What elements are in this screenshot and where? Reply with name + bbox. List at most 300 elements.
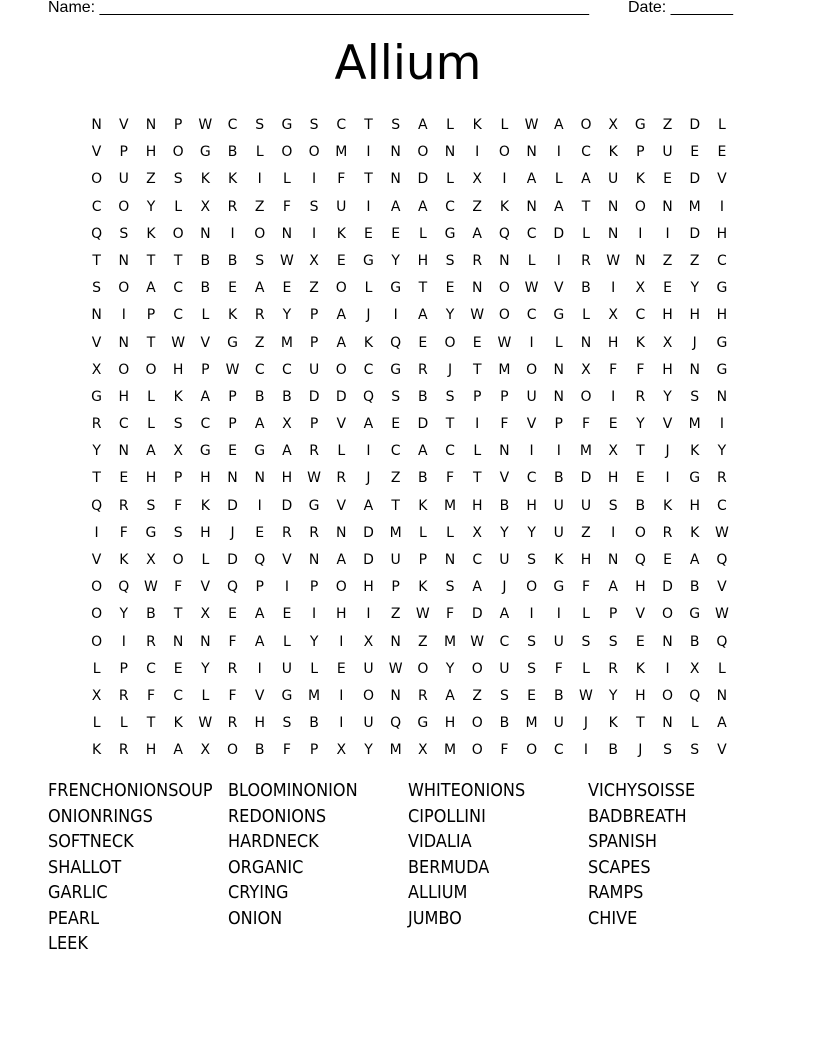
grid-cell[interactable]: I <box>366 443 371 460</box>
grid-cell[interactable]: Y <box>500 524 509 541</box>
grid-cell[interactable]: T <box>445 416 455 433</box>
grid-cell[interactable]: L <box>364 280 373 297</box>
grid-cell[interactable]: N <box>580 334 592 351</box>
grid-cell[interactable]: V <box>662 416 673 433</box>
grid-cell[interactable]: N <box>145 117 157 133</box>
grid-cell[interactable]: T <box>364 117 373 133</box>
grid-cell[interactable]: H <box>662 307 673 324</box>
grid-cell[interactable]: A <box>418 117 428 133</box>
grid-cell[interactable]: D <box>281 497 293 514</box>
grid-cell[interactable]: E <box>663 280 672 297</box>
grid-cell[interactable]: S <box>309 117 319 133</box>
grid-cell[interactable]: I <box>502 171 507 188</box>
grid-cell[interactable]: I <box>94 524 99 541</box>
grid-cell[interactable]: A <box>254 633 265 650</box>
grid-cell[interactable]: Q <box>91 225 103 242</box>
grid-cell[interactable]: J <box>502 579 507 596</box>
grid-cell[interactable]: X <box>418 742 428 759</box>
grid-cell[interactable]: N <box>499 252 510 269</box>
grid-cell[interactable]: S <box>445 579 455 596</box>
grid-cell[interactable]: I <box>230 225 235 242</box>
grid-cell[interactable]: I <box>339 715 344 732</box>
name-field[interactable]: Name: _______________________________________________________ <box>48 0 589 16</box>
grid-cell[interactable]: G <box>553 307 565 324</box>
grid-cell[interactable]: O <box>634 524 646 541</box>
grid-cell[interactable]: Z <box>254 334 265 351</box>
grid-cell[interactable]: S <box>146 497 156 514</box>
date-field[interactable]: Date: _______ <box>628 0 733 16</box>
grid-cell[interactable]: C <box>227 117 238 133</box>
grid-cell[interactable]: I <box>284 579 289 596</box>
grid-cell[interactable]: O <box>526 579 538 596</box>
grid-cell[interactable]: N <box>607 225 619 242</box>
grid-cell[interactable]: U <box>499 660 510 677</box>
grid-cell[interactable]: S <box>173 524 183 541</box>
grid-cell[interactable]: P <box>119 660 128 677</box>
grid-cell[interactable]: K <box>608 715 618 732</box>
grid-cell[interactable]: I <box>529 334 534 351</box>
grid-cell[interactable]: H <box>716 225 728 242</box>
grid-cell[interactable]: G <box>634 117 646 133</box>
grid-cell[interactable]: S <box>527 633 537 650</box>
grid-cell[interactable]: I <box>257 171 262 188</box>
grid-cell[interactable]: L <box>446 524 454 541</box>
grid-cell[interactable]: O <box>118 361 130 378</box>
grid-cell[interactable]: T <box>173 252 183 269</box>
grid-cell[interactable]: R <box>227 660 238 677</box>
grid-cell[interactable]: C <box>173 280 184 297</box>
grid-cell[interactable]: O <box>498 144 510 161</box>
grid-cell[interactable]: R <box>118 497 129 514</box>
grid-cell[interactable]: L <box>147 388 155 405</box>
grid-cell[interactable]: S <box>690 388 700 405</box>
grid-cell[interactable]: Z <box>309 280 319 297</box>
grid-cell[interactable]: Q <box>716 552 728 568</box>
grid-cell[interactable]: I <box>529 443 534 460</box>
grid-cell[interactable]: T <box>146 715 156 732</box>
grid-cell[interactable]: S <box>690 742 700 759</box>
grid-cell[interactable]: O <box>172 144 184 161</box>
grid-cell[interactable]: M <box>688 198 701 215</box>
grid-cell[interactable]: H <box>145 470 157 487</box>
grid-cell[interactable]: P <box>201 361 210 378</box>
grid-cell[interactable]: E <box>608 416 618 433</box>
grid-cell[interactable]: Y <box>201 660 210 677</box>
grid-cell[interactable]: O <box>91 171 103 188</box>
grid-cell[interactable]: S <box>527 552 537 568</box>
grid-cell[interactable]: N <box>200 633 211 650</box>
grid-cell[interactable]: I <box>583 742 589 759</box>
grid-cell[interactable]: B <box>689 633 700 650</box>
grid-cell[interactable]: N <box>390 171 401 188</box>
grid-cell[interactable]: E <box>336 252 346 269</box>
grid-cell[interactable]: Z <box>689 252 700 269</box>
grid-cell[interactable]: A <box>472 225 482 242</box>
grid-cell[interactable]: R <box>227 715 238 732</box>
grid-cell[interactable]: S <box>173 171 183 188</box>
grid-cell[interactable]: K <box>418 497 428 514</box>
grid-cell[interactable]: U <box>118 171 129 188</box>
grid-cell[interactable]: P <box>309 579 319 596</box>
grid-cell[interactable]: H <box>145 742 157 759</box>
grid-cell[interactable]: S <box>391 388 401 405</box>
grid-cell[interactable]: A <box>146 443 156 460</box>
grid-cell[interactable]: O <box>580 388 592 405</box>
grid-cell[interactable]: R <box>472 252 483 269</box>
grid-cell[interactable]: R <box>417 687 428 704</box>
grid-cell[interactable]: W <box>171 334 186 351</box>
grid-cell[interactable]: O <box>281 144 293 161</box>
grid-cell[interactable]: O <box>526 742 538 759</box>
grid-cell[interactable]: I <box>719 198 724 215</box>
grid-cell[interactable]: Z <box>390 470 401 487</box>
grid-cell[interactable]: V <box>282 552 292 568</box>
grid-cell[interactable]: L <box>500 117 509 133</box>
grid-cell[interactable]: U <box>363 660 374 677</box>
grid-cell[interactable]: H <box>662 361 673 378</box>
grid-cell[interactable]: L <box>690 715 699 732</box>
grid-cell[interactable]: I <box>339 633 344 650</box>
grid-cell[interactable]: N <box>91 307 102 324</box>
grid-cell[interactable]: Q <box>716 633 728 650</box>
grid-cell[interactable]: A <box>499 606 510 623</box>
grid-cell[interactable]: V <box>91 144 102 161</box>
grid-cell[interactable]: F <box>174 579 183 596</box>
grid-cell[interactable]: Y <box>146 198 156 215</box>
grid-cell[interactable]: N <box>118 334 130 351</box>
grid-cell[interactable]: A <box>282 443 292 460</box>
grid-cell[interactable]: S <box>92 280 102 297</box>
grid-cell[interactable]: K <box>173 388 183 405</box>
grid-cell[interactable]: N <box>172 633 184 650</box>
grid-cell[interactable]: L <box>283 633 291 650</box>
grid-cell[interactable]: X <box>472 524 483 541</box>
grid-cell[interactable]: Y <box>119 606 129 623</box>
grid-cell[interactable]: I <box>475 144 480 161</box>
grid-cell[interactable]: I <box>665 660 670 677</box>
grid-cell[interactable]: K <box>119 552 129 568</box>
grid-cell[interactable]: L <box>527 252 536 269</box>
grid-cell[interactable]: N <box>281 225 293 242</box>
grid-cell[interactable]: X <box>472 171 483 188</box>
grid-cell[interactable]: P <box>472 388 482 405</box>
grid-cell[interactable]: U <box>336 198 347 215</box>
grid-cell[interactable]: R <box>309 443 319 460</box>
grid-cell[interactable]: K <box>635 171 645 188</box>
grid-cell[interactable]: L <box>92 715 101 732</box>
grid-cell[interactable]: B <box>254 388 265 405</box>
grid-cell[interactable]: Q <box>390 715 402 732</box>
grid-cell[interactable]: O <box>444 334 456 351</box>
grid-cell[interactable]: C <box>363 361 374 378</box>
grid-cell[interactable]: V <box>200 334 211 351</box>
grid-cell[interactable]: X <box>200 742 211 759</box>
grid-cell[interactable]: A <box>200 388 211 405</box>
grid-cell[interactable]: K <box>499 198 509 215</box>
grid-cell[interactable]: U <box>499 552 510 568</box>
grid-cell[interactable]: A <box>553 198 564 215</box>
grid-cell[interactable]: W <box>714 524 729 541</box>
grid-cell[interactable]: V <box>336 416 347 433</box>
grid-cell[interactable]: C <box>581 144 591 161</box>
grid-cell[interactable]: X <box>608 443 618 460</box>
grid-cell[interactable]: H <box>607 334 619 351</box>
grid-cell[interactable]: O <box>526 361 538 378</box>
grid-cell[interactable]: K <box>690 524 700 541</box>
grid-cell[interactable]: R <box>662 524 673 541</box>
grid-cell[interactable]: Y <box>391 252 400 269</box>
grid-cell[interactable]: I <box>121 633 126 650</box>
grid-cell[interactable]: M <box>525 715 538 732</box>
grid-cell[interactable]: G <box>417 715 429 732</box>
grid-cell[interactable]: C <box>499 633 510 650</box>
grid-cell[interactable]: A <box>146 280 156 297</box>
grid-cell[interactable]: R <box>417 361 428 378</box>
grid-cell[interactable]: T <box>146 252 156 269</box>
grid-cell[interactable]: Z <box>472 687 483 704</box>
grid-cell[interactable]: P <box>228 416 237 433</box>
grid-cell[interactable]: Z <box>390 606 401 623</box>
grid-cell[interactable]: L <box>446 171 454 188</box>
grid-cell[interactable]: F <box>146 687 155 704</box>
grid-cell[interactable]: V <box>553 280 564 297</box>
grid-cell[interactable]: M <box>688 416 701 433</box>
grid-cell[interactable]: S <box>119 225 129 242</box>
grid-cell[interactable]: I <box>611 280 616 297</box>
grid-cell[interactable]: K <box>608 144 618 161</box>
grid-cell[interactable]: L <box>554 171 563 188</box>
grid-cell[interactable]: D <box>471 606 483 623</box>
grid-cell[interactable]: L <box>718 117 726 133</box>
grid-cell[interactable]: B <box>635 497 646 514</box>
grid-cell[interactable]: X <box>173 443 183 460</box>
grid-cell[interactable]: Y <box>445 307 455 324</box>
grid-cell[interactable]: I <box>719 416 724 433</box>
grid-cell[interactable]: C <box>445 198 455 215</box>
grid-cell[interactable]: B <box>200 280 211 297</box>
grid-cell[interactable]: U <box>553 633 564 650</box>
grid-cell[interactable]: D <box>227 552 238 568</box>
grid-cell[interactable]: H <box>254 715 265 732</box>
grid-cell[interactable]: E <box>119 470 129 487</box>
grid-cell[interactable]: W <box>470 633 485 650</box>
grid-cell[interactable]: A <box>689 552 700 568</box>
grid-cell[interactable]: W <box>714 606 729 623</box>
grid-cell[interactable]: E <box>336 660 346 677</box>
grid-cell[interactable]: X <box>146 552 156 568</box>
grid-cell[interactable]: E <box>364 225 373 242</box>
grid-cell[interactable]: U <box>553 715 564 732</box>
grid-cell[interactable]: R <box>118 742 129 759</box>
grid-cell[interactable]: F <box>500 742 509 759</box>
grid-cell[interactable]: R <box>717 470 727 487</box>
grid-cell[interactable]: L <box>283 171 291 188</box>
grid-cell[interactable]: N <box>716 388 728 405</box>
grid-cell[interactable]: V <box>635 606 646 623</box>
grid-cell[interactable]: N <box>118 252 130 269</box>
grid-cell[interactable]: J <box>366 470 371 487</box>
grid-cell[interactable]: V <box>499 470 510 487</box>
grid-cell[interactable]: L <box>418 524 427 541</box>
grid-cell[interactable]: I <box>665 470 670 487</box>
grid-cell[interactable]: U <box>662 144 673 161</box>
grid-cell[interactable]: N <box>471 280 483 297</box>
grid-cell[interactable]: R <box>227 198 238 215</box>
grid-cell[interactable]: H <box>200 470 211 487</box>
grid-cell[interactable]: L <box>255 144 264 161</box>
grid-cell[interactable]: W <box>470 307 485 324</box>
grid-cell[interactable]: X <box>581 361 591 378</box>
grid-cell[interactable]: M <box>443 497 457 514</box>
grid-cell[interactable]: O <box>335 361 347 378</box>
grid-cell[interactable]: W <box>524 280 539 297</box>
grid-cell[interactable]: E <box>391 225 401 242</box>
grid-cell[interactable]: L <box>473 443 482 460</box>
grid-cell[interactable]: M <box>443 633 457 650</box>
grid-cell[interactable]: O <box>662 687 674 704</box>
grid-cell[interactable]: E <box>255 524 265 541</box>
grid-cell[interactable]: T <box>92 252 101 269</box>
grid-cell[interactable]: J <box>583 715 589 732</box>
grid-cell[interactable]: B <box>418 470 428 487</box>
grid-cell[interactable]: Z <box>472 198 483 215</box>
grid-cell[interactable]: Y <box>364 742 373 759</box>
grid-cell[interactable]: K <box>227 307 238 324</box>
grid-cell[interactable]: P <box>119 144 128 161</box>
grid-cell[interactable]: J <box>665 443 670 460</box>
grid-cell[interactable]: K <box>662 497 673 514</box>
grid-cell[interactable]: S <box>255 117 265 133</box>
grid-cell[interactable]: B <box>418 388 428 405</box>
grid-cell[interactable]: D <box>580 470 592 487</box>
grid-cell[interactable]: E <box>635 470 645 487</box>
grid-cell[interactable]: P <box>418 552 428 568</box>
grid-cell[interactable]: G <box>281 117 293 133</box>
grid-cell[interactable]: T <box>636 443 645 460</box>
grid-cell[interactable]: F <box>337 171 346 188</box>
grid-cell[interactable]: C <box>91 198 102 215</box>
grid-cell[interactable]: O <box>308 144 320 161</box>
grid-cell[interactable]: F <box>636 361 645 378</box>
grid-cell[interactable]: A <box>173 742 183 759</box>
grid-cell[interactable]: H <box>689 497 700 514</box>
grid-cell[interactable]: I <box>312 606 317 623</box>
grid-cell[interactable]: Z <box>418 633 428 650</box>
grid-cell[interactable]: E <box>717 144 727 161</box>
grid-cell[interactable]: E <box>445 280 455 297</box>
grid-cell[interactable]: L <box>201 687 210 704</box>
grid-cell[interactable]: D <box>689 225 701 242</box>
grid-cell[interactable]: G <box>227 334 238 351</box>
grid-cell[interactable]: K <box>472 117 482 133</box>
grid-cell[interactable]: K <box>227 171 238 188</box>
grid-cell[interactable]: S <box>445 388 455 405</box>
grid-cell[interactable]: Q <box>634 552 646 568</box>
grid-cell[interactable]: O <box>91 633 103 650</box>
grid-cell[interactable]: L <box>554 334 563 351</box>
grid-cell[interactable]: X <box>200 606 211 623</box>
grid-cell[interactable]: H <box>363 579 374 596</box>
grid-cell[interactable]: N <box>308 552 320 568</box>
grid-cell[interactable]: K <box>554 552 564 568</box>
grid-cell[interactable]: R <box>254 307 265 324</box>
grid-cell[interactable]: L <box>582 660 590 677</box>
grid-cell[interactable]: A <box>254 280 265 297</box>
grid-cell[interactable]: I <box>611 524 616 541</box>
grid-cell[interactable]: V <box>717 742 727 759</box>
grid-cell[interactable]: O <box>498 280 510 297</box>
grid-cell[interactable]: C <box>173 307 184 324</box>
grid-cell[interactable]: O <box>417 144 429 161</box>
grid-cell[interactable]: E <box>173 660 183 677</box>
grid-cell[interactable]: T <box>418 280 428 297</box>
grid-cell[interactable]: L <box>337 443 346 460</box>
grid-cell[interactable]: H <box>689 307 700 324</box>
grid-cell[interactable]: G <box>199 144 211 161</box>
grid-cell[interactable]: F <box>282 742 291 759</box>
grid-cell[interactable]: N <box>553 361 565 378</box>
grid-cell[interactable]: X <box>662 334 673 351</box>
grid-cell[interactable]: X <box>635 280 646 297</box>
grid-cell[interactable]: D <box>363 524 374 541</box>
grid-cell[interactable]: R <box>608 660 619 677</box>
grid-cell[interactable]: D <box>335 388 347 405</box>
grid-cell[interactable]: J <box>692 334 697 351</box>
grid-cell[interactable]: I <box>556 443 561 460</box>
grid-cell[interactable]: G <box>553 579 565 596</box>
grid-cell[interactable]: O <box>471 715 483 732</box>
grid-cell[interactable]: U <box>526 388 537 405</box>
grid-cell[interactable]: E <box>527 687 537 704</box>
grid-cell[interactable]: A <box>445 687 455 704</box>
grid-cell[interactable]: E <box>391 416 401 433</box>
grid-cell[interactable]: K <box>336 225 346 242</box>
grid-cell[interactable]: I <box>312 171 317 188</box>
grid-cell[interactable]: A <box>418 307 428 324</box>
grid-cell[interactable]: V <box>91 334 102 351</box>
grid-cell[interactable]: N <box>390 687 401 704</box>
grid-cell[interactable]: N <box>662 198 673 215</box>
grid-cell[interactable]: R <box>635 388 646 405</box>
grid-cell[interactable]: U <box>553 524 564 541</box>
grid-cell[interactable]: W <box>388 660 403 677</box>
grid-cell[interactable]: X <box>363 633 374 650</box>
grid-cell[interactable]: U <box>553 497 564 514</box>
grid-cell[interactable]: I <box>257 497 262 514</box>
grid-cell[interactable]: H <box>281 470 293 487</box>
grid-cell[interactable]: O <box>118 280 130 297</box>
grid-cell[interactable]: R <box>91 416 102 433</box>
grid-cell[interactable]: H <box>172 361 184 378</box>
grid-cell[interactable]: N <box>200 225 211 242</box>
grid-cell[interactable]: F <box>581 416 590 433</box>
grid-cell[interactable]: L <box>718 660 726 677</box>
grid-cell[interactable]: K <box>363 334 374 351</box>
grid-cell[interactable]: U <box>608 171 619 188</box>
grid-cell[interactable]: O <box>580 117 592 133</box>
grid-cell[interactable]: K <box>146 225 156 242</box>
grid-cell[interactable]: D <box>227 497 238 514</box>
grid-cell[interactable]: Y <box>445 660 455 677</box>
grid-cell[interactable]: Y <box>527 524 536 541</box>
grid-cell[interactable]: F <box>500 416 509 433</box>
grid-cell[interactable]: N <box>662 715 673 732</box>
grid-cell[interactable]: O <box>172 552 184 568</box>
grid-cell[interactable]: T <box>146 334 156 351</box>
grid-cell[interactable]: N <box>689 361 700 378</box>
grid-cell[interactable]: C <box>336 117 347 133</box>
grid-cell[interactable]: N <box>118 443 130 460</box>
